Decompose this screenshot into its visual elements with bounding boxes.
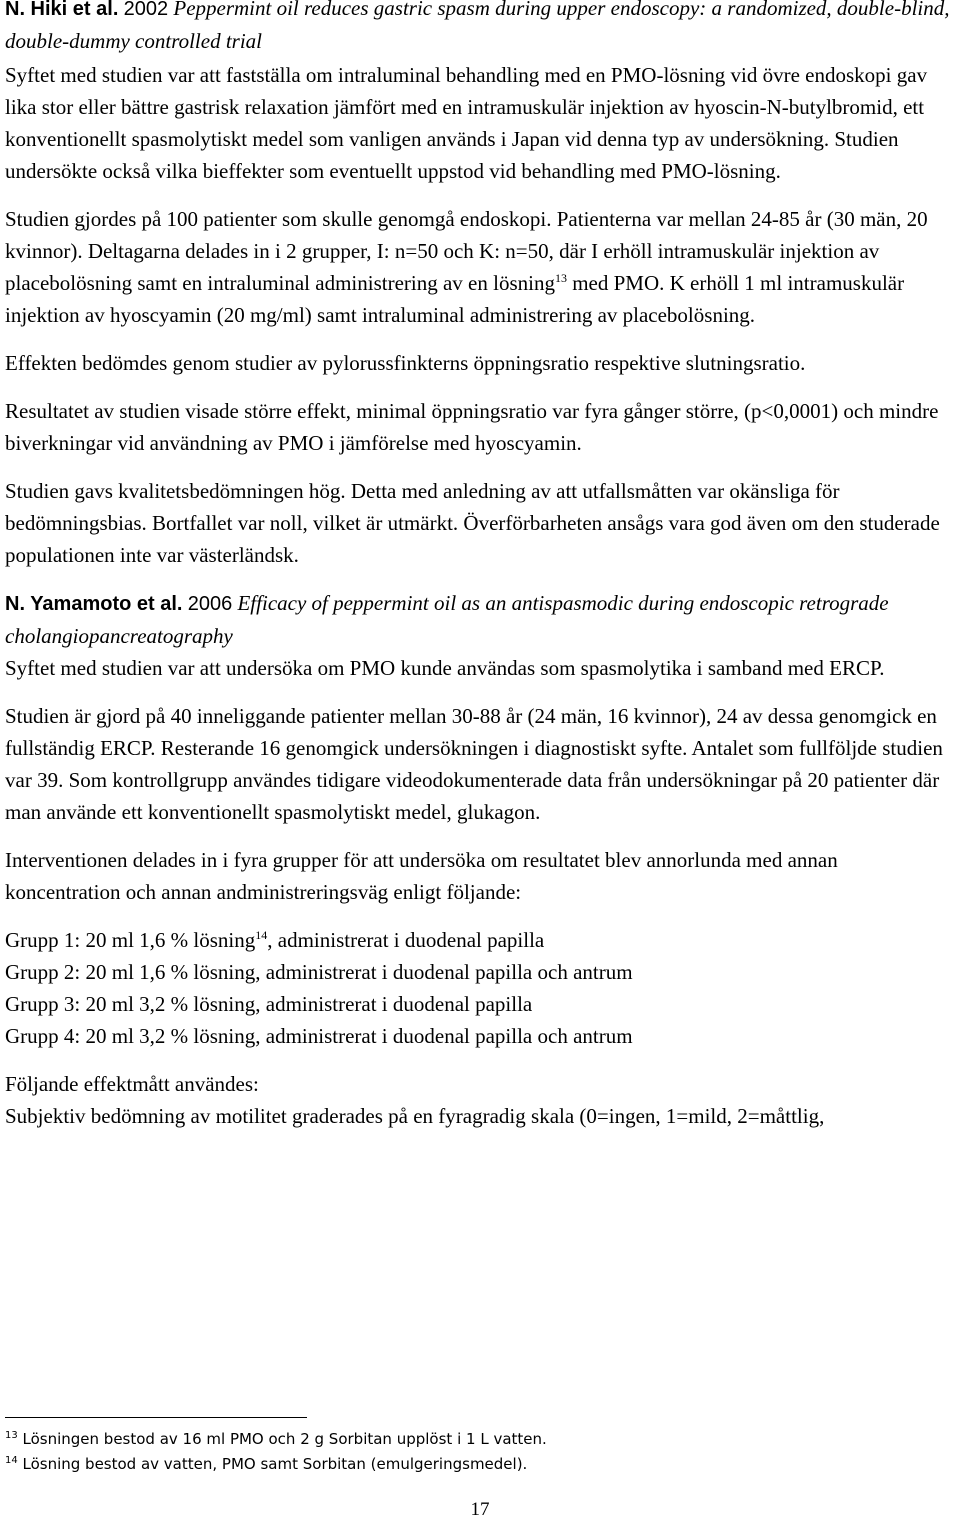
- footnote-number: 13: [5, 1430, 18, 1441]
- yamamoto-aim-paragraph: Syftet med studien var att undersöka om PMO kunde användas som spasmolytika i samband med ERCP.: [5, 656, 885, 680]
- yamamoto-title: Efficacy of peppermint oil as an antispasmodic during endoscopic retrograde cholangiopancreatography: [5, 591, 889, 648]
- document-page: [5, 0, 957, 1132]
- hiki-aim-paragraph: Syftet med studien var att fastställa om intraluminal behandling med en PMO-lösning vid övre endoskopi gav lika stor eller bättre gastrisk relaxation jämfört med en intramuskulär injektion av hyoscin-N-butylbromid, ett konventionellt spasmolytiskt medel som vanligen används i Japan vid denna typ av undersökning. Studien undersökte också vilka bieffekter som eventuellt uppstod vid behandling med PMO-lösning.: [5, 63, 928, 183]
- group-item-text: Grupp 1: 20 ml 1,6 % lösning: [5, 928, 256, 952]
- effect-measures-intro: Följande effektmått användes:: [5, 1072, 259, 1096]
- footnote-13: [5, 1429, 547, 1449]
- footnote-divider: [5, 1417, 307, 1418]
- group-item-text: Grupp 4: 20 ml 3,2 % lösning, administrerat i duodenal papilla och antrum: [5, 1024, 633, 1048]
- footnote-14: [5, 1454, 527, 1474]
- hiki-heading: [5, 0, 957, 57]
- yamamoto-author: N. Yamamoto et al.: [5, 593, 183, 615]
- group-item-3: [5, 988, 957, 1020]
- effect-measures-text: Subjektiv bedömning av motilitet graderades på en fyragradig skala (0=ingen, 1=mild, 2=måttlig,: [5, 1104, 825, 1128]
- yamamoto-year: 2006: [187, 593, 233, 615]
- group-item-2: [5, 956, 957, 988]
- hiki-title: Peppermint oil reduces gastric spasm during upper endoscopy: a randomized, double-blind, double-dummy controlled trial: [5, 0, 950, 53]
- group-item-text: Grupp 2: 20 ml 1,6 % lösning, administrerat i duodenal papilla och antrum: [5, 960, 633, 984]
- group-item-text: , administrerat i duodenal papilla: [267, 928, 545, 952]
- footnote-ref-14: 14: [255, 928, 268, 942]
- hiki-method-text-b: med PMO. K erhöll 1 ml intramuskulär injektion av hyoscyamin (20 mg/ml) samt intraluminal administrering av placebolösning.: [5, 271, 905, 327]
- hiki-result-paragraph: Resultatet av studien visade större effekt, minimal öppningsratio var fyra gånger större, (p<0,0001) och mindre biverkningar vid användning av PMO i jämförelse med hyoscyamin.: [5, 399, 939, 455]
- group-item-text: Grupp 3: 20 ml 3,2 % lösning, administrerat i duodenal papilla: [5, 992, 533, 1016]
- hiki-method-text-a: Studien gjordes på 100 patienter som skulle genomgå endoskopi. Patienterna var mellan 24-85 år (30 män, 20 kvinnor). Deltagarna delades in i 2 grupper, I: n=50 och K: n=50, där I erhöll intramuskulär injektion av placebolösning samt en intraluminal administrering av en lösning: [5, 207, 928, 295]
- yamamoto-intervention-paragraph: Interventionen delades in i fyra grupper för att undersöka om resultatet blev annorlunda med annan koncentration och annan andministreringsväg enligt följande:: [5, 848, 838, 904]
- page-number: 17: [470, 1499, 490, 1520]
- hiki-quality-paragraph: Studien gavs kvalitetsbedömningen hög. Detta med anledning av att utfallsmåtten var okänsliga för bedömningsbias. Bortfallet var noll, vilket är utmärkt. Överförbarheten ansågs vara god även om den studerade populationen inte var västerländsk.: [5, 479, 940, 567]
- hiki-effect-paragraph: Effekten bedömdes genom studier av pylorussfinkterns öppningsratio respektive slutningsratio.: [5, 351, 806, 375]
- group-item-4: [5, 1020, 957, 1052]
- group-item-1: [5, 924, 957, 956]
- yamamoto-heading: [5, 587, 957, 652]
- hiki-author: N. Hiki et al.: [5, 0, 119, 20]
- footnote-text: Lösning bestod av vatten, PMO samt Sorbitan (emulgeringsmedel).: [17, 1455, 528, 1473]
- footnote-ref-13: 13: [554, 271, 567, 285]
- group-list: [5, 924, 957, 1052]
- footnote-text: Lösningen bestod av 16 ml PMO och 2 g Sorbitan upplöst i 1 L vatten.: [17, 1430, 547, 1448]
- hiki-method-paragraph: [5, 203, 957, 331]
- yamamoto-method-paragraph: Studien är gjord på 40 inneliggande patienter mellan 30-88 år (24 män, 16 kvinnor), 24 av dessa genomgick en fullständig ERCP. Resterande 16 genomgick undersökningen i diagnostiskt syfte. Antalet som fullföljde studien var 39. Som kontrollgrupp användes tidigare videodokumenterade data från undersökningar på 20 patienter där man använde ett konventionellt spasmolytiskt medel, glukagon.: [5, 704, 943, 824]
- hiki-year: 2002: [123, 0, 169, 20]
- footnote-number: 14: [5, 1455, 18, 1466]
